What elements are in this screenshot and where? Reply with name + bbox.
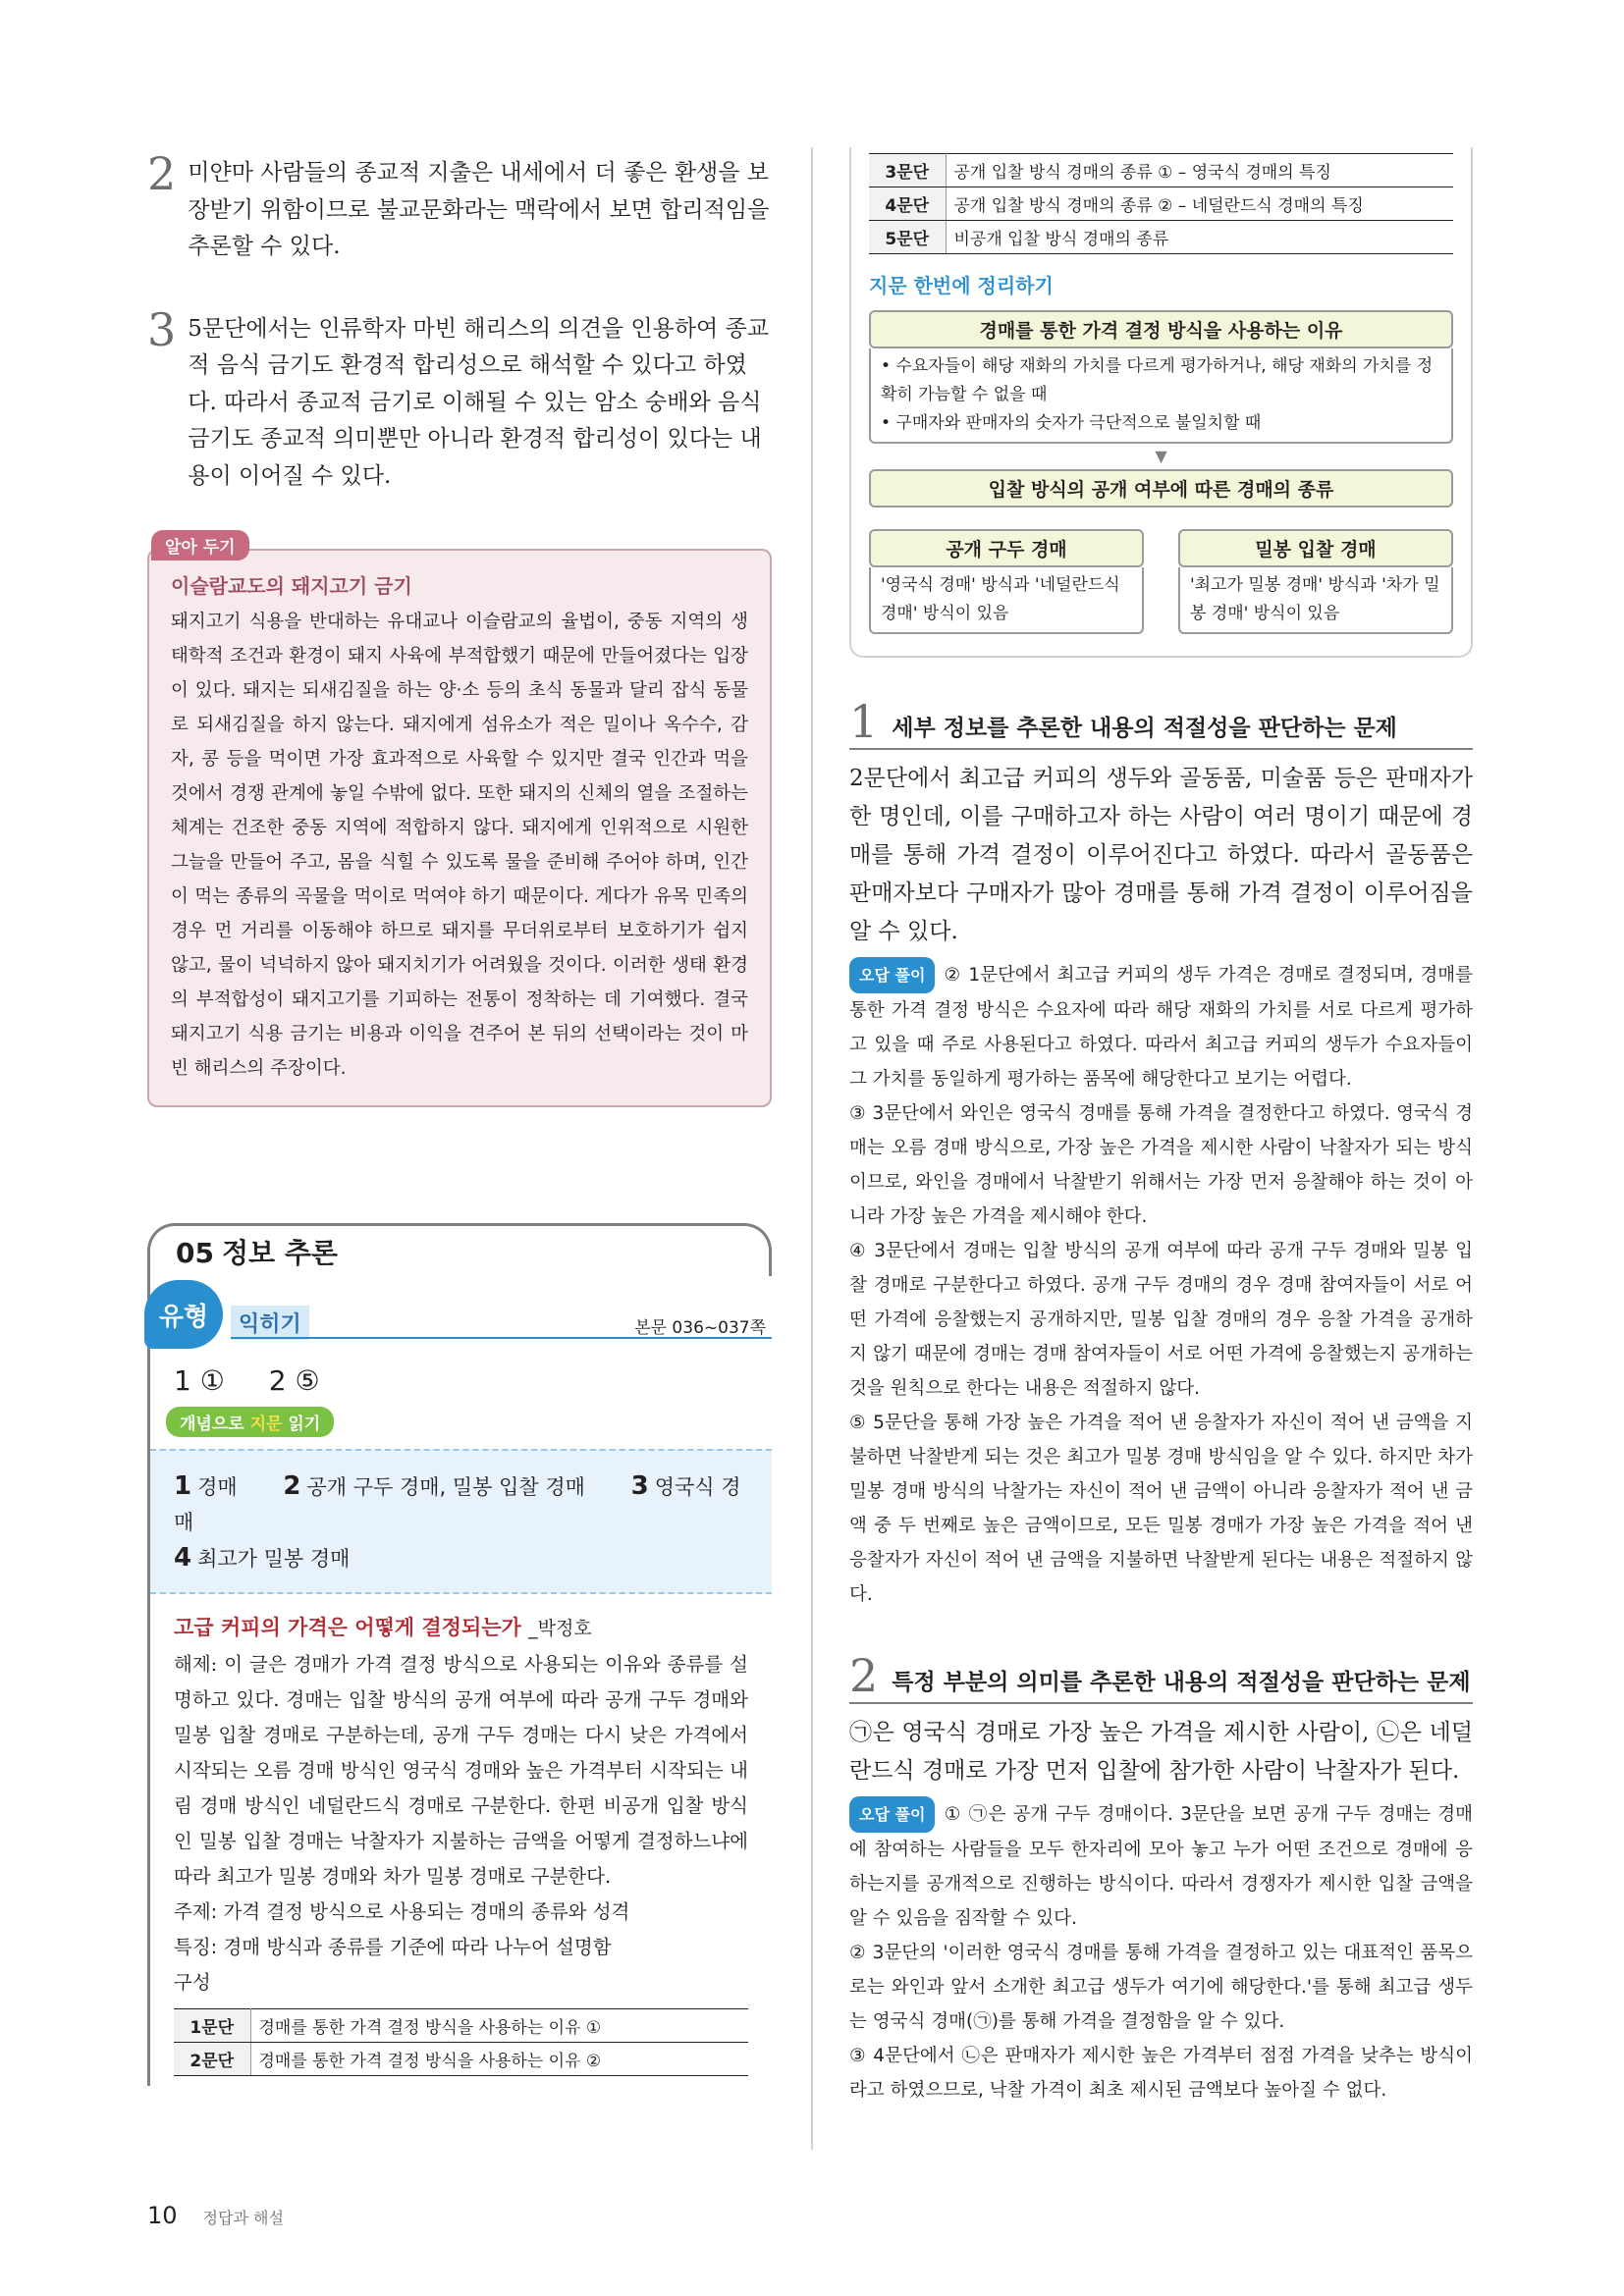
passage-title: 고급 커피의 가격은 어떻게 결정되는가 _박정호 bbox=[174, 1616, 592, 1639]
section-body bbox=[147, 1276, 772, 2086]
wrong-answer-tag: 오답 풀이 bbox=[849, 957, 935, 993]
left-column bbox=[147, 147, 772, 2086]
type-badge: 유형 bbox=[144, 1280, 223, 1349]
note-section bbox=[147, 530, 772, 1107]
summary-box bbox=[849, 147, 1473, 658]
concept-box bbox=[150, 1449, 772, 1594]
passage-box bbox=[150, 1594, 772, 2086]
answer-3 bbox=[147, 302, 772, 496]
answer-text: 미얀마 사람들의 종교적 지출은 내세에서 더 좋은 환생을 보장받기 위함이므로 불교문화라는 맥락에서 보면 합리적임을 추론할 수 있다. bbox=[188, 160, 770, 259]
flow-reason-head: 경매를 통한 가격 결정 방식을 사용하는 이유 bbox=[869, 310, 1453, 348]
section-title: 05 정보 추론 bbox=[176, 1236, 338, 1269]
answer-key-1: 1 ① bbox=[174, 1364, 225, 1397]
passage-theme: 주제: 가격 결정 방식으로 사용되는 경매의 종류와 성격 bbox=[174, 1900, 630, 1923]
concept-tag: 개념으로 지문 읽기 bbox=[166, 1407, 334, 1437]
question-1-explanation: 오답 풀이 ② 1문단에서 최고급 커피의 생두 가격은 경매로 결정되며, 경매를 통한 가격 결정 방식은 수요자에 따라 해당 재화의 가치를 서로 다르게 평가하고 있을 때 주로 사용된다고 하였다. 따라서 최고급 커피의 생두가 수요자들이 그 가치를 동일하게 평가하는 품목에 해당한다고 보기는 어렵다. ③ 3문단에서 와인은 영국식 경매를 통해 가격을 결정한다고 하였다. 영국식 경매는 오름 경매 방식으로, 가장 높은 가격을 제시한 사람이 낙찰자가 되는 방식이므로, 와인을 경매에서 낙찰받기 위해서는 가장 먼저 응찰해야 하는 것이 아니라 가장 높은 가격을 제시해야 한다. ④ 3문단에서 경매는 입찰 방식의 공개 여부에 따라 공개 구두 경매와 밀봉 입찰 경매로 구분한다고 하였다. 공개 구두 경매의 경우 경매 참여자들이 서로 어떤 가격에 응찰했는지 공개하지만, 밀봉 입찰 경매의 경우 응찰 가격을 공개하지 않기 때문에 경매는 경매 참여자들이 서로 어떤 가격에 응찰했는지 공개하는 것을 원칙으로 한다는 내용은 적절하지 않다. ⑤ 5문단을 통해 가장 높은 가격을 적어 낸 응찰자가 자신이 적어 낸 금액을 지불하면 낙찰받게 되는 것은 최고가 밀봉 경매 방식임을 알 수 있다. 하지만 차가 밀봉 경매 방식의 낙찰가는 자신이 적어 낸 금액이 아니라 응찰자가 적어 낸 금액 중 두 번째로 높은 금액이므로, 모든 밀봉 경매가 가장 높은 가격을 적어 낸 응찰자가 자신이 적어 낸 금액을 지불하면 낙찰받게 된다는 내용은 적절하지 않다. bbox=[849, 957, 1473, 1612]
source-ref: 본문 036~037쪽 bbox=[634, 1318, 766, 1338]
summary-heading: 지문 한번에 정리하기 bbox=[869, 274, 1054, 297]
table-row: 3문단 공개 입찰 방식 경매의 종류 ① – 영국식 경매의 특징 bbox=[869, 154, 1453, 187]
question-2-explanation: 오답 풀이 ① ㉠은 공개 구두 경매이다. 3문단을 보면 공개 구두 경매는 경매에 참여하는 사람들을 모두 한자리에 모아 놓고 누가 어떤 조건으로 경매에 응하는지를 공개적으로 진행하는 방식이다. 따라서 경쟁자가 제시한 입찰 금액을 알 수 있음을 짐작할 수 있다. ② 3문단의 '이러한 영국식 경매를 통해 가격을 결정하고 있는 대표적인 품목으로는 와인과 앞서 소개한 최고급 생두가 여기에 해당한다.'를 통해 최고급 생두는 영국식 경매(㉠)를 통해 가격을 결정함을 알 수 있다. ③ 4문단에서 ㉡은 판매자가 제시한 높은 가격부터 점점 가격을 낮추는 방식이라고 하였으므로, 낙찰 가격이 최초 제시된 금액보다 높아질 수 없다. bbox=[849, 1796, 1473, 2108]
question-title: 특정 부분의 의미를 추론한 내용의 적절성을 판단하는 문제 bbox=[892, 1670, 1471, 1695]
flow-open-auction: 공개 구두 경매 '영국식 경매' 방식과 '네덜란드식 경매' 방식이 있음 bbox=[869, 529, 1144, 634]
note-body: 돼지고기 식용을 반대하는 유대교나 이슬람교의 율법이, 중동 지역의 생태학적 조건과 환경이 돼지 사육에 부적합했기 때문에 만들어졌다는 입장이 있다. 돼지는 되새김질을 하는 양·소 등의 초식 동물과 달리 잡식 동물로 되새김질을 하지 않는다. 돼지에게 섬유소가 적은 밀이나 옥수수, 감자, 콩 등을 먹이면 가장 효과적으로 사육할 수 있지만 결국 인간과 먹을 것에서 경쟁 관계에 놓일 수밖에 없다. 또한 돼지의 신체의 열을 조절하는 체계는 건조한 중동 지역에 적합하지 않다. 돼지에게 인위적으로 시원한 그늘을 만들어 주고, 몸을 식힐 수 있도록 물을 준비해 주어야 하며, 인간이 먹는 종류의 곡물을 먹이로 먹여야 하기 때문이다. 게다가 유목 민족의 경우 먼 거리를 이동해야 하므로 돼지를 무더위로부터 보호하기가 쉽지 않고, 물이 넉넉하지 않아 돼지치기가 어려웠을 것이다. 이러한 생태 환경의 부적합성이 돼지고기를 기피하는 전통이 정착하는 데 기여했다. 결국 돼지고기 식용 금기는 비용과 이익을 견주어 본 뒤의 선택이라는 것이 마빈 해리스의 주장이다. bbox=[171, 612, 748, 1079]
structure-label: 구성 bbox=[174, 1971, 211, 1994]
question-title: 세부 정보를 추론한 내용의 적절성을 판단하는 문제 bbox=[892, 716, 1397, 741]
table-row: 4문단 공개 입찰 방식 경매의 종류 ② – 네덜란드식 경매의 특징 bbox=[869, 187, 1453, 221]
passage-feature: 특징: 경매 방식과 종류를 기준에 따라 나누어 설명함 bbox=[174, 1936, 612, 1958]
type-label: 익히기 bbox=[231, 1306, 309, 1340]
column-divider bbox=[811, 147, 813, 2150]
table-row: 1문단 경매를 통한 가격 결정 방식을 사용하는 이유 ① bbox=[174, 2009, 748, 2043]
flow-types-head: 입찰 방식의 공개 여부에 따른 경매의 종류 bbox=[869, 469, 1453, 507]
wrong-answer-tag: 오답 풀이 bbox=[849, 1796, 935, 1833]
structure-table-cont bbox=[869, 153, 1453, 254]
note-title: 이슬람교도의 돼지고기 금기 bbox=[171, 574, 412, 598]
question-2-answer: ㉠은 영국식 경매로 가장 높은 가격을 제시한 사람이, ㉡은 네덜란드식 경매로 가장 먼저 입찰에 참가한 사람이 낙찰자가 된다. bbox=[849, 1720, 1473, 1784]
answer-key-2: 2 ⑤ bbox=[268, 1364, 320, 1397]
question-1-answer: 2문단에서 최고급 커피의 생두와 골동품, 미술품 등은 판매자가 한 명인데, 이를 구매하고자 하는 사람이 여러 명이기 때문에 경매를 통해 가격 결정이 이루어진다고 하였다. 따라서 골동품은 판매자보다 구매자가 많아 경매를 통해 가격 결정이 이루어짐을 알 수 있다. bbox=[849, 766, 1473, 944]
right-column bbox=[849, 147, 1473, 2108]
answer-key bbox=[150, 1355, 772, 1407]
structure-table bbox=[174, 2008, 748, 2076]
flow-sealed-auction: 밀봉 입찰 경매 '최고가 밀봉 경매' 방식과 '차가 밀봉 경매' 방식이 있음 bbox=[1178, 529, 1453, 634]
table-row: 2문단 경매를 통한 가격 결정 방식을 사용하는 이유 ② bbox=[174, 2043, 748, 2076]
note-tag: 알아 두기 bbox=[151, 530, 249, 561]
passage-summary: 해제: 이 글은 경매가 가격 결정 방식으로 사용되는 이유와 종류를 설명하고 있다. 경매는 입찰 방식의 공개 여부에 따라 공개 구두 경매와 밀봉 입찰 경매로 구분하는데, 공개 구두 경매는 다시 낮은 가격에서 시작되는 오름 경매 방식인 영국식 경매와 높은 가격부터 시작되는 내림 경매 방식인 네덜란드식 경매로 구분한다. 한편 비공개 입찰 방식인 밀봉 입찰 경매는 낙찰자가 지불하는 금액을 어떻게 결정하느냐에 따라 최고가 밀봉 경매와 차가 밀봉 경매로 구분한다. bbox=[174, 1653, 748, 1888]
section-header bbox=[147, 1223, 772, 1276]
arrow-down-icon: ▼ bbox=[1155, 447, 1167, 465]
flow-types-row bbox=[869, 529, 1453, 634]
page-label: 정답과 해설 bbox=[202, 2209, 284, 2227]
question-1-head: 1 세부 정보를 추론한 내용의 적절성을 판단하는 문제 bbox=[849, 701, 1473, 750]
concept-line: 4 최고가 밀봉 경매 bbox=[174, 1543, 351, 1573]
page-footer bbox=[147, 2202, 284, 2229]
answer-text: 5문단에서는 인류학자 마빈 해리스의 의견을 인용하여 종교적 음식 금기도 환경적 합리성으로 해석할 수 있다고 하였다. 따라서 종교적 금기로 이해될 수 있는 암소 숭배와 음식 금기도 종교적 의미뿐만 아니라 환경적 합리성이 있다는 내용이 이어질 수 있다. bbox=[188, 315, 770, 489]
section-05 bbox=[147, 1223, 772, 2086]
page-number: 10 bbox=[147, 2202, 178, 2229]
question-2-head: 2 특정 부분의 의미를 추론한 내용의 적절성을 판단하는 문제 bbox=[849, 1655, 1473, 1704]
flow-reason-body: • 수요자들이 해당 재화의 가치를 다르게 평가하거나, 해당 재화의 가치를 정확히 가늠할 수 없을 때 • 구매자와 판매자의 숫자가 극단적으로 불일치할 때 bbox=[869, 348, 1453, 444]
note-box bbox=[147, 549, 772, 1107]
table-row: 5문단 비공개 입찰 방식 경매의 종류 bbox=[869, 221, 1453, 254]
answer-number: 3 bbox=[147, 302, 177, 356]
answer-number: 2 bbox=[147, 147, 177, 200]
type-row bbox=[150, 1276, 772, 1355]
concept-line: 1 경매 2 공개 구두 경매, 밀봉 입찰 경매 3 영국식 경매 bbox=[174, 1471, 741, 1534]
answer-2 bbox=[147, 147, 772, 266]
